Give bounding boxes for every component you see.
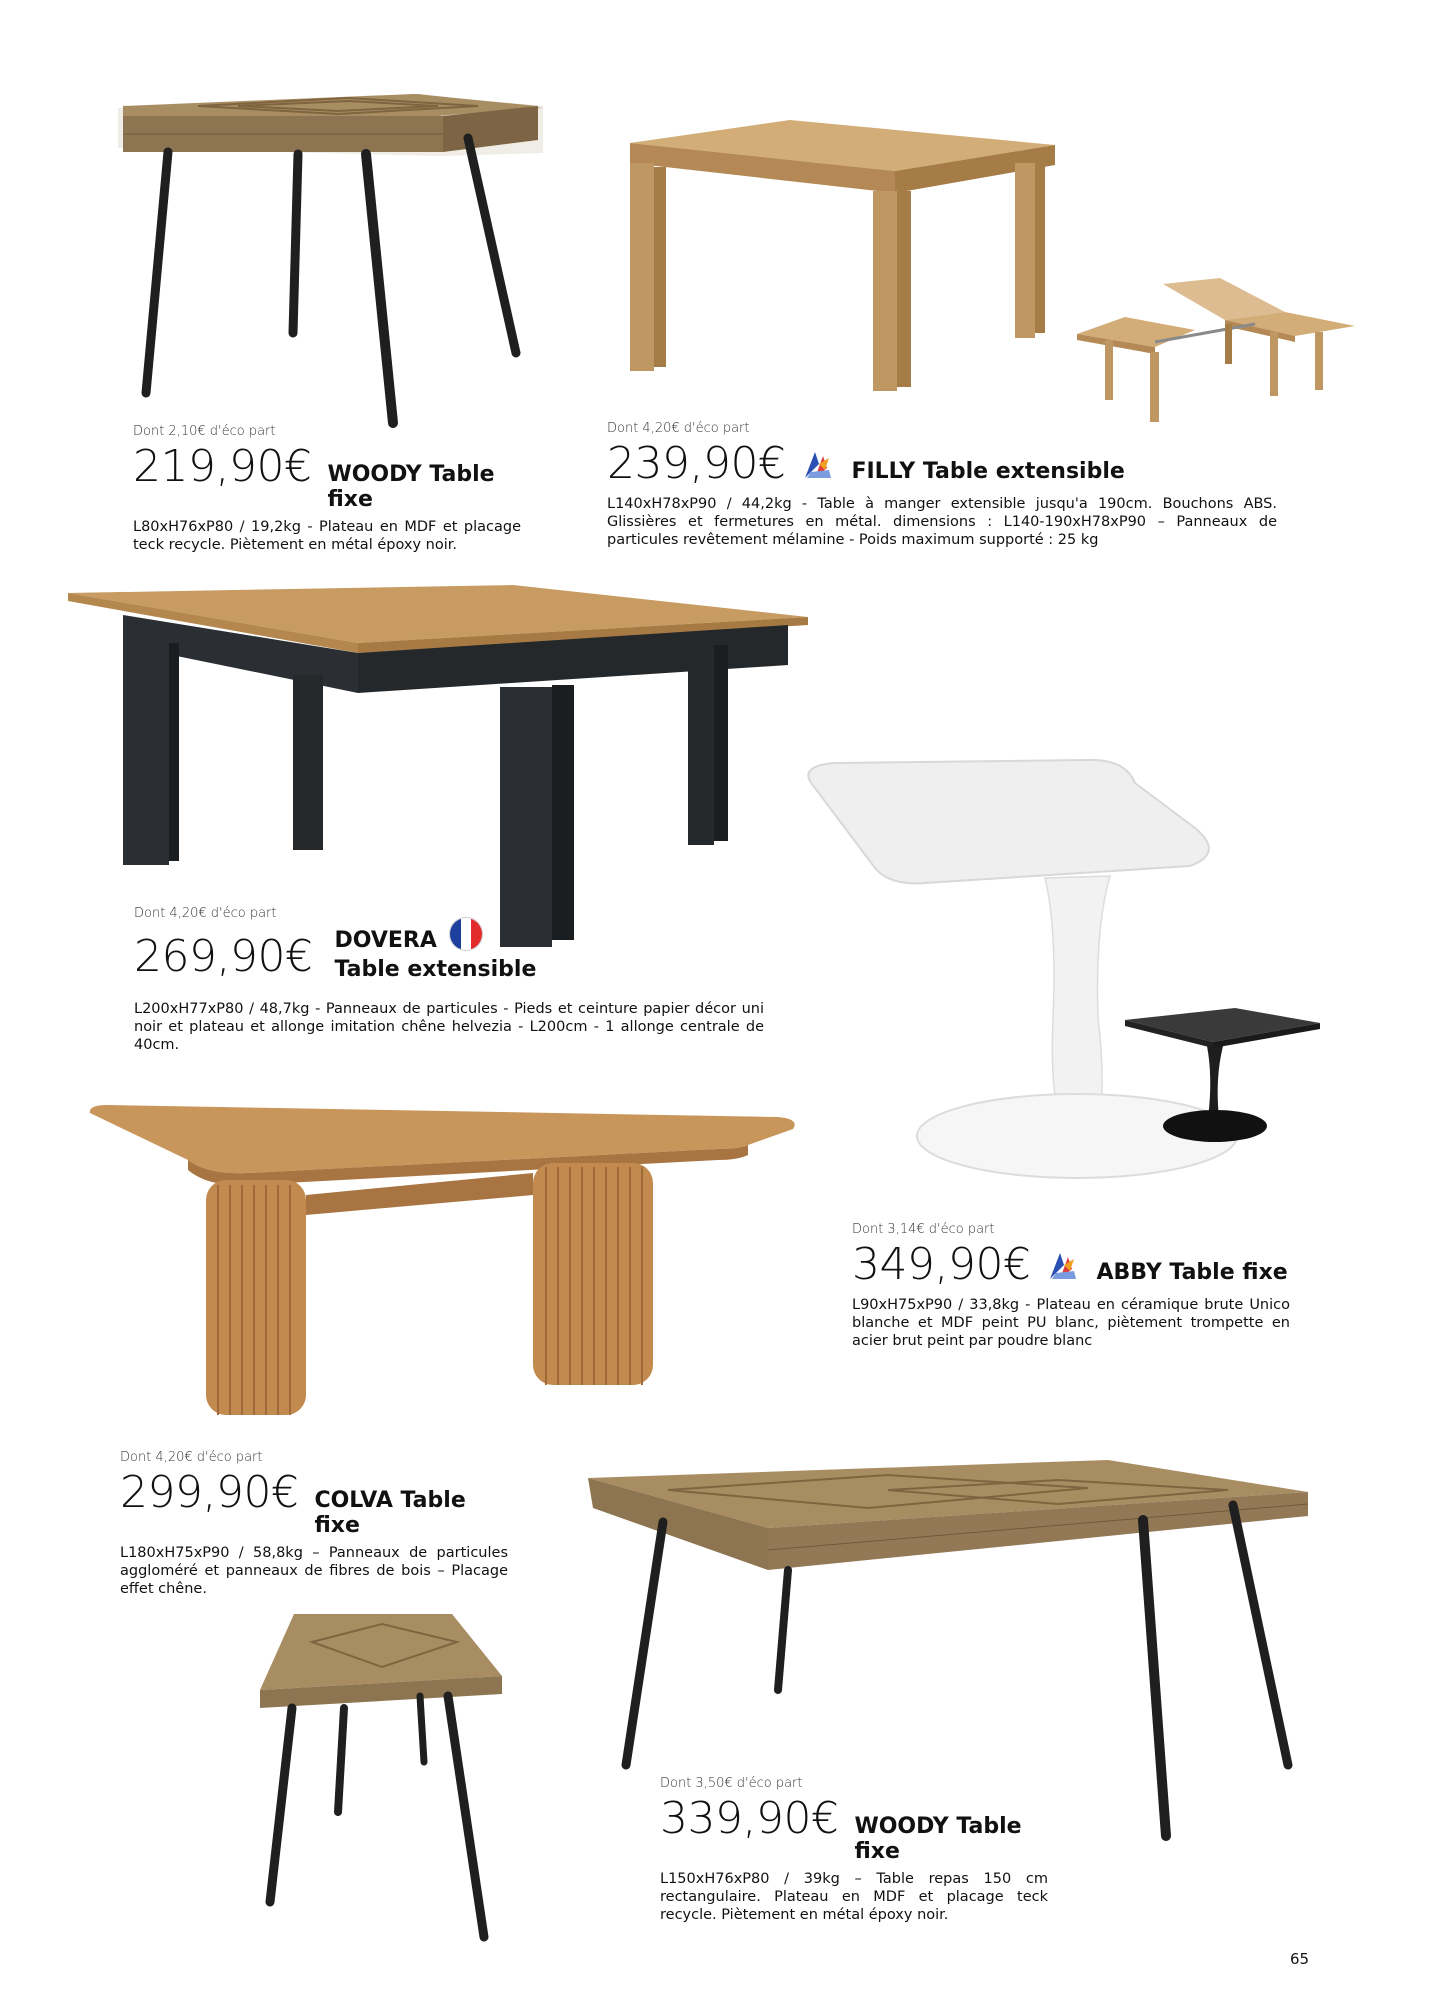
eco-part: Dont 4,20€ d'éco part [607,421,750,436]
abby-table-image [795,758,1335,1208]
product-name: WOODY Table fixe [854,1814,1022,1864]
woody-small-table-image [118,88,548,428]
filly-extended-table-image [1075,272,1365,432]
product-name-line1: DOVERA [334,927,437,953]
price: 219,90€ [133,441,312,492]
page-number: 65 [1290,1950,1310,1968]
woody-square-table-image [252,1612,512,1942]
product-name: ABBY Table fixe [1096,1260,1288,1285]
product-woody-large [660,1776,1048,1924]
price: 269,90€ [134,931,313,982]
product-description: L140xH78xP90 / 44,2kg - Table à manger extensible jusqu'a 190cm. Bouchons ABS. Glissières et fermetures en métal. dimensions : L140-190xH78xP90 – Panneaux de particules revêtement mélamine - Poids maximum supporté : 25 kg [607,496,1277,548]
colva-table-image [88,1105,803,1435]
price: 339,90€ [660,1793,839,1844]
product-name: FILLY Table extensible [851,459,1125,484]
product-description: L200xH77xP80 / 48,7kg - Panneaux de particules - Pieds et ceinture papier décor uni noir et plateau et allonge imitation chêne helvezia - L200cm - 1 allonge centrale de 40cm. [134,1001,764,1053]
french-fabric-logo-icon [801,448,835,482]
price: 349,90€ [852,1239,1031,1290]
french-flag-icon [449,917,483,951]
eco-part: Dont 3,50€ d'éco part [660,1776,803,1791]
product-filly [607,421,1277,549]
product-description: L150xH76xP80 / 39kg – Table repas 150 cm rectangulaire. Plateau en MDF et placage teck recycle. Piètement en métal époxy noir. [660,1871,1048,1923]
product-name: WOODY Table fixe [327,462,495,512]
french-fabric-logo-icon [1046,1249,1080,1283]
product-description: L80xH76xP80 / 19,2kg - Plateau en MDF et placage teck recycle. Piètement en métal époxy noir. [133,519,521,553]
product-name-line2: Table extensible [334,957,537,982]
product-woody-small [133,424,521,554]
dovera-table-image [68,585,818,945]
product-name: COLVA Table fixe [314,1488,466,1538]
price: 299,90€ [120,1467,299,1518]
price: 239,90€ [607,438,786,489]
product-abby [852,1222,1290,1350]
eco-part: Dont 3,14€ d'éco part [852,1222,995,1237]
filly-table-image [625,95,1055,395]
eco-part: Dont 4,20€ d'éco part [134,906,277,921]
product-colva [120,1450,508,1598]
eco-part: Dont 4,20€ d'éco part [120,1450,263,1465]
product-dovera [134,906,764,1054]
product-description: L180xH75xP90 / 58,8kg – Panneaux de particules aggloméré et panneaux de fibres de bois – Placage effet chêne. [120,1545,508,1597]
eco-part: Dont 2,10€ d'éco part [133,424,276,439]
product-description: L90xH75xP90 / 33,8kg - Plateau en céramique brute Unico blanche et MDF peint PU blanc, piètement trompette en acier brut peint par poudre blanc [852,1297,1290,1349]
